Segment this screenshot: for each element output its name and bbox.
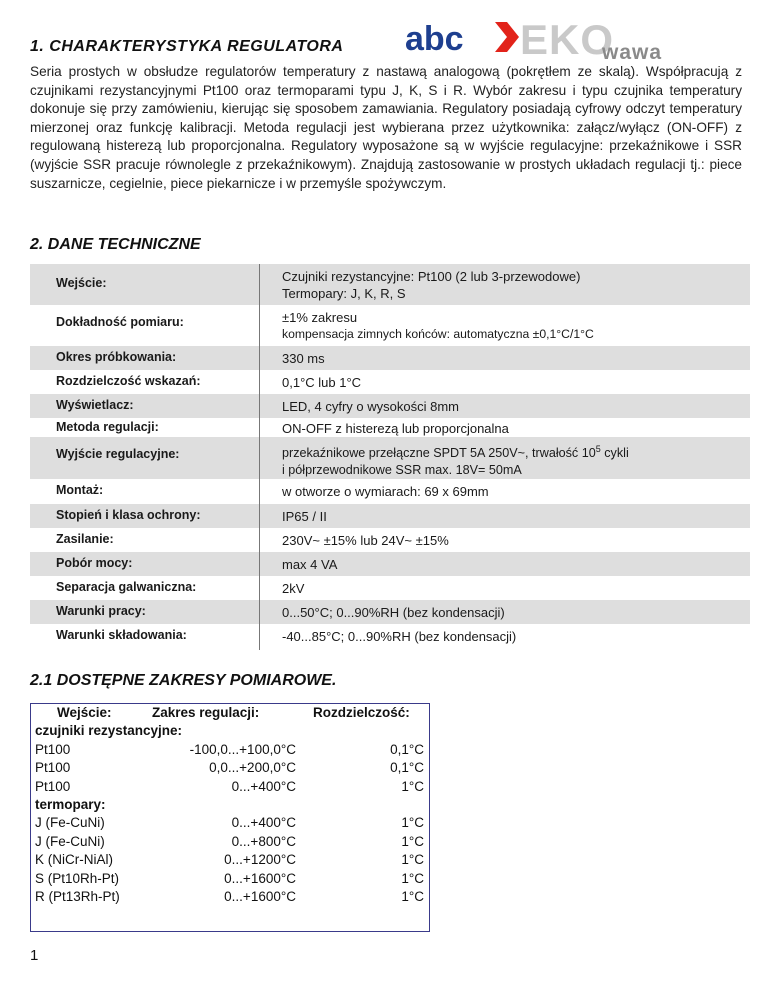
cell-resolution: 1°C [401,778,424,794]
cell-range: 0...+1600°C [224,870,296,886]
section-2-1-title: 2.1 DOSTĘPNE ZAKRESY POMIAROWE. [30,672,337,689]
cell-range: 0...+1200°C [224,852,296,868]
cell-input: Pt100 [35,741,71,757]
table-row [31,741,429,759]
logo-eko-text: EKO [520,16,615,63]
cell-input: K (NiCr-NiAl) [35,852,113,868]
header-range: Zakres regulacji: [152,705,260,720]
spec-row [30,552,750,576]
cell-range: 0...+800°C [231,833,296,849]
spec-row [30,370,750,394]
spec-row [30,264,750,305]
spec-label: Rozdzielczość wskazań: [56,374,201,388]
group-label: czujniki rezystancyjne: [35,723,183,739]
table-row [31,833,429,851]
table-row [31,814,429,832]
table-row [31,870,429,888]
spec-value [260,437,629,479]
header-resolution: Rozdzielczość: [313,705,410,720]
logo-abc-text: abc [405,20,464,58]
spec-value: max 4 VA [282,557,338,573]
ranges-header-row [31,704,429,722]
spec-label: Pobór mocy: [56,556,133,571]
page-number: 1 [30,947,39,964]
table-row [31,851,429,869]
cell-resolution: 1°C [401,870,424,886]
spec-value: ON-OFF z histerezą lub proporcjonalna [282,421,509,436]
spec-row [30,437,750,479]
group-row [31,796,429,814]
spec-row [30,418,750,437]
spec-value [260,305,594,346]
spec-label: Dokładność pomiaru: [56,315,184,329]
cell-input: J (Fe-CuNi) [35,815,105,831]
cell-input: Pt100 [35,760,71,776]
spec-value-text: przekaźnikowe przełączne SPDT 5A 250V~, trwałość 10 [282,446,596,461]
cell-input: S (Pt10Rh-Pt) [35,870,120,886]
cell-resolution: 0,1°C [390,760,424,776]
spec-value-line: i półprzewodnikowe SSR max. 18V= 50mA [282,463,522,478]
cell-range: 0...+400°C [231,815,296,831]
header-input: Wejście: [57,705,112,720]
cell-range: 0,0...+200,0°C [209,760,296,776]
spec-label: Wyjście regulacyjne: [56,447,180,461]
cell-input: Pt100 [35,778,71,794]
spec-table [30,264,750,650]
spec-value-line: Czujniki rezystancyjne: Pt100 (2 lub 3-przewodowe) [282,269,581,284]
cell-range: 0...+1600°C [224,888,296,904]
spec-value: 0,1°C lub 1°C [282,375,362,390]
spec-row [30,600,750,624]
group-row [31,722,429,740]
spec-label: Wyświetlacz: [56,398,134,412]
spec-label: Warunki składowania: [56,628,187,643]
spec-label: Okres próbkowania: [56,350,177,364]
cell-resolution: 1°C [401,852,424,868]
table-row [31,759,429,777]
spec-value: 2kV [282,581,305,597]
table-row [31,778,429,796]
superscript: 5 [595,444,601,454]
cell-range: -100,0...+100,0°C [189,741,296,757]
spec-value-line: kompensacja zimnych końców: automatyczna ±0,1°C/1°C [282,327,594,341]
spec-label: Zasilanie: [56,532,114,547]
logo-arrow-icon [493,20,521,54]
section-1-text: Seria prostych w obsłudze regulatorów temperatury z nastawą analogową (pokrętłem ze skalą). Współpracują z czujnikami rezystancyjnymi Pt100 oraz termoparami typu J, K, S i R. Wybór zakresu i typu czujnika temperatury dokonuje się przy zamówieniu, kierując się sposobem zamawiania. Regulatory posiadają cyfrowy odczyt temperatury mierzonej oraz funkcję kalibracji. Metoda regulacji jest wybierana przez użytkownika: załącz/wyłącz (ON-OFF) z regulowaną histerezą lub proporcjonalna. Regulatory wyposażone są w wyjście regulacyjne: przekaźnikowe i SSR (wyjście SSR pracuje równolegle z przekaźnikowym). Znajdują zastosowanie w prostych układach regulacji tj.: piece suszarnicze, cegielnie, piece piekarnicze i w przemyśle spożywczym. [30,64,742,191]
spec-value: IP65 / II [282,509,327,525]
spec-row [30,576,750,600]
ranges-table [30,703,430,932]
spec-row [30,346,750,370]
section-1-title: 1. CHARAKTERYSTYKA REGULATORA [30,38,344,55]
cell-range: 0...+400°C [231,778,296,794]
abc-eko-wawa-logo [405,18,695,64]
spec-value-line: Termopary: J, K, R, S [282,286,406,301]
cell-resolution: 1°C [401,815,424,831]
spec-value: w otworze o wymiarach: 69 x 69mm [282,484,489,500]
spec-value: 0...50°C; 0...90%RH (bez kondensacji) [282,605,505,621]
spec-label: Metoda regulacji: [56,420,159,434]
spec-label: Stopień i klasa ochrony: [56,508,201,523]
spec-value [260,264,580,305]
logo-wawa-text: wawa [602,41,663,64]
spec-row [30,624,750,650]
cell-resolution: 0,1°C [390,741,424,757]
cell-input: R (Pt13Rh-Pt) [35,888,120,904]
cell-resolution: 1°C [401,888,424,904]
spec-label: Separacja galwaniczna: [56,580,197,595]
spec-value-line [282,441,629,462]
spec-row [30,528,750,552]
section-2-title: 2. DANE TECHNICZNE [30,236,201,253]
spec-row [30,479,750,504]
table-row [31,888,429,906]
spec-row [30,504,750,528]
spec-value-line: ±1% zakresu [282,310,358,325]
spec-value-text: cykli [600,446,629,461]
cell-resolution: 1°C [401,833,424,849]
spec-label: Warunki pracy: [56,604,146,619]
group-label: termopary: [35,796,106,812]
cell-input: J (Fe-CuNi) [35,833,105,849]
spec-row [30,305,750,346]
spec-label: Montaż: [56,483,104,498]
spec-value: LED, 4 cyfry o wysokości 8mm [282,399,459,414]
spec-value: -40...85°C; 0...90%RH (bez kondensacji) [282,629,517,645]
spec-label: Wejście: [56,276,107,290]
spec-value: 330 ms [282,351,325,366]
spec-row [30,394,750,418]
spec-value: 230V~ ±15% lub 24V~ ±15% [282,533,449,549]
